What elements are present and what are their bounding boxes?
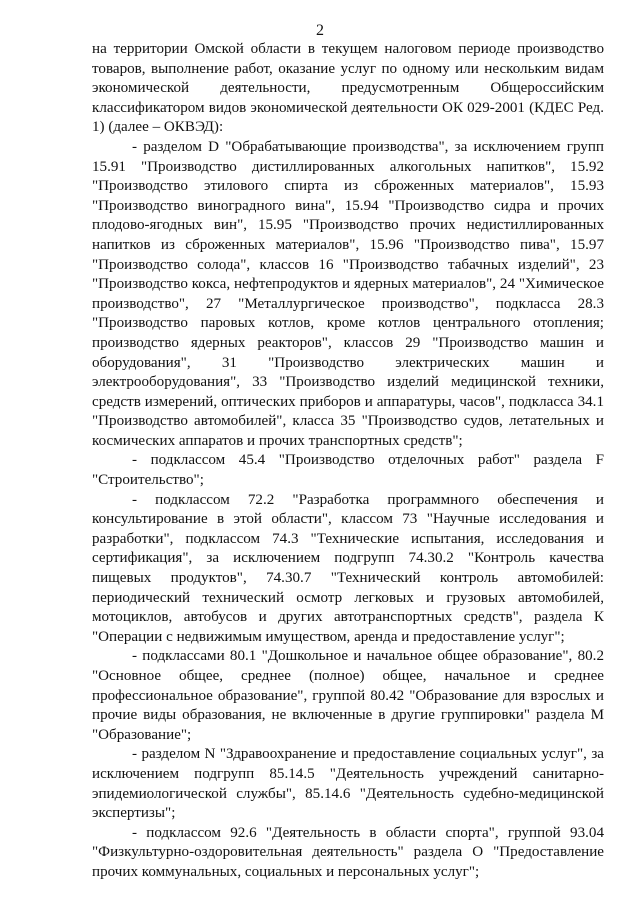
paragraph-subclass-80-1: - подклассами 80.1 "Дошкольное и начальное общее образование", 80.2 "Основное общее, среднее (полное) общее, начальное и среднее профессиональное образование", группой 80.42 "Образование для взрослых и прочие виды образования, не включенные в другие группировки" раздела М "Образование"; bbox=[92, 648, 604, 743]
paragraph-intro: на территории Омской области в текущем налоговом периоде производство товаров, выполнение работ, оказание услуг по одному или нескольким видам экономической деятельности, предусмотренным Общероссийским классификатором видов экономической деятельности ОК 029-2001 (КДЕС Ред. 1) (далее – ОКВЭД): bbox=[92, 41, 604, 136]
paragraph-section-d: - разделом D "Обрабатывающие производства", за исключением групп 15.91 "Производство дистиллированных алкогольных напитков", 15.92 "Производство этилового спирта из сброженных материалов", 15.93 "Производство виноградного вина", 15.94 "Производство сидра и прочих плодово-ягодных вин", 15.95 "Производство прочих недистиллированных напитков из сброженных материалов", 15.96 "Производство пива", 15.97 "Производство солода", классов 16 "Производство табачных изделий", 23 "Производство кокса, нефтепродуктов и ядерных материалов", 24 "Химическое производство", 27 "Металлургическое производство", подкласса 28.3 "Производство паровых котлов, кроме котлов центрального отопления; производство ядерных реакторов", классов 29 "Производство машин и оборудования", 31 "Производство электрических машин и электрооборудования", 33 "Производство изделий медицинской техники, средств измерений, оптических приборов и аппаратуры, часов", подкласса 34.1 "Производство автомобилей", класса 35 "Производство судов, летательных и космических аппаратов и прочих транспортных средств"; bbox=[92, 138, 604, 449]
page-number: 2 bbox=[316, 22, 324, 39]
paragraph-section-n: - разделом N "Здравоохранение и предоставление социальных услуг", за исключением подгрупп 85.14.5 "Деятельность учреждений санитарно-эпидемиологической службы", 85.14.6 "Деятельность судебно-медицинской экспертизы"; bbox=[92, 746, 604, 822]
document-body bbox=[92, 40, 604, 883]
paragraph-subclass-72-2: - подклассом 72.2 "Разработка программного обеспечения и консультирование в этой области", классом 73 "Научные исследования и разработки", подклассом 74.3 "Технические испытания, исследования и сертификация", за исключением подгрупп 74.30.2 "Контроль качества пищевых продуктов", 74.30.7 "Технический контроль автомобилей: периодический технический осмотр легковых и грузовых автомобилей, мотоциклов, автобусов и других автотранспортных средств", раздела К "Операции с недвижимым имуществом, аренда и предоставление услуг"; bbox=[92, 491, 604, 645]
paragraph-subclass-45-4: - подклассом 45.4 "Производство отделочных работ" раздела F "Строительство"; bbox=[92, 452, 604, 489]
paragraph-subclass-92-6: - подклассом 92.6 "Деятельность в области спорта", группой 93.04 "Физкультурно-оздоровительная деятельность" раздела О "Предоставление прочих коммунальных, социальных и персональных услуг"; bbox=[92, 824, 604, 880]
